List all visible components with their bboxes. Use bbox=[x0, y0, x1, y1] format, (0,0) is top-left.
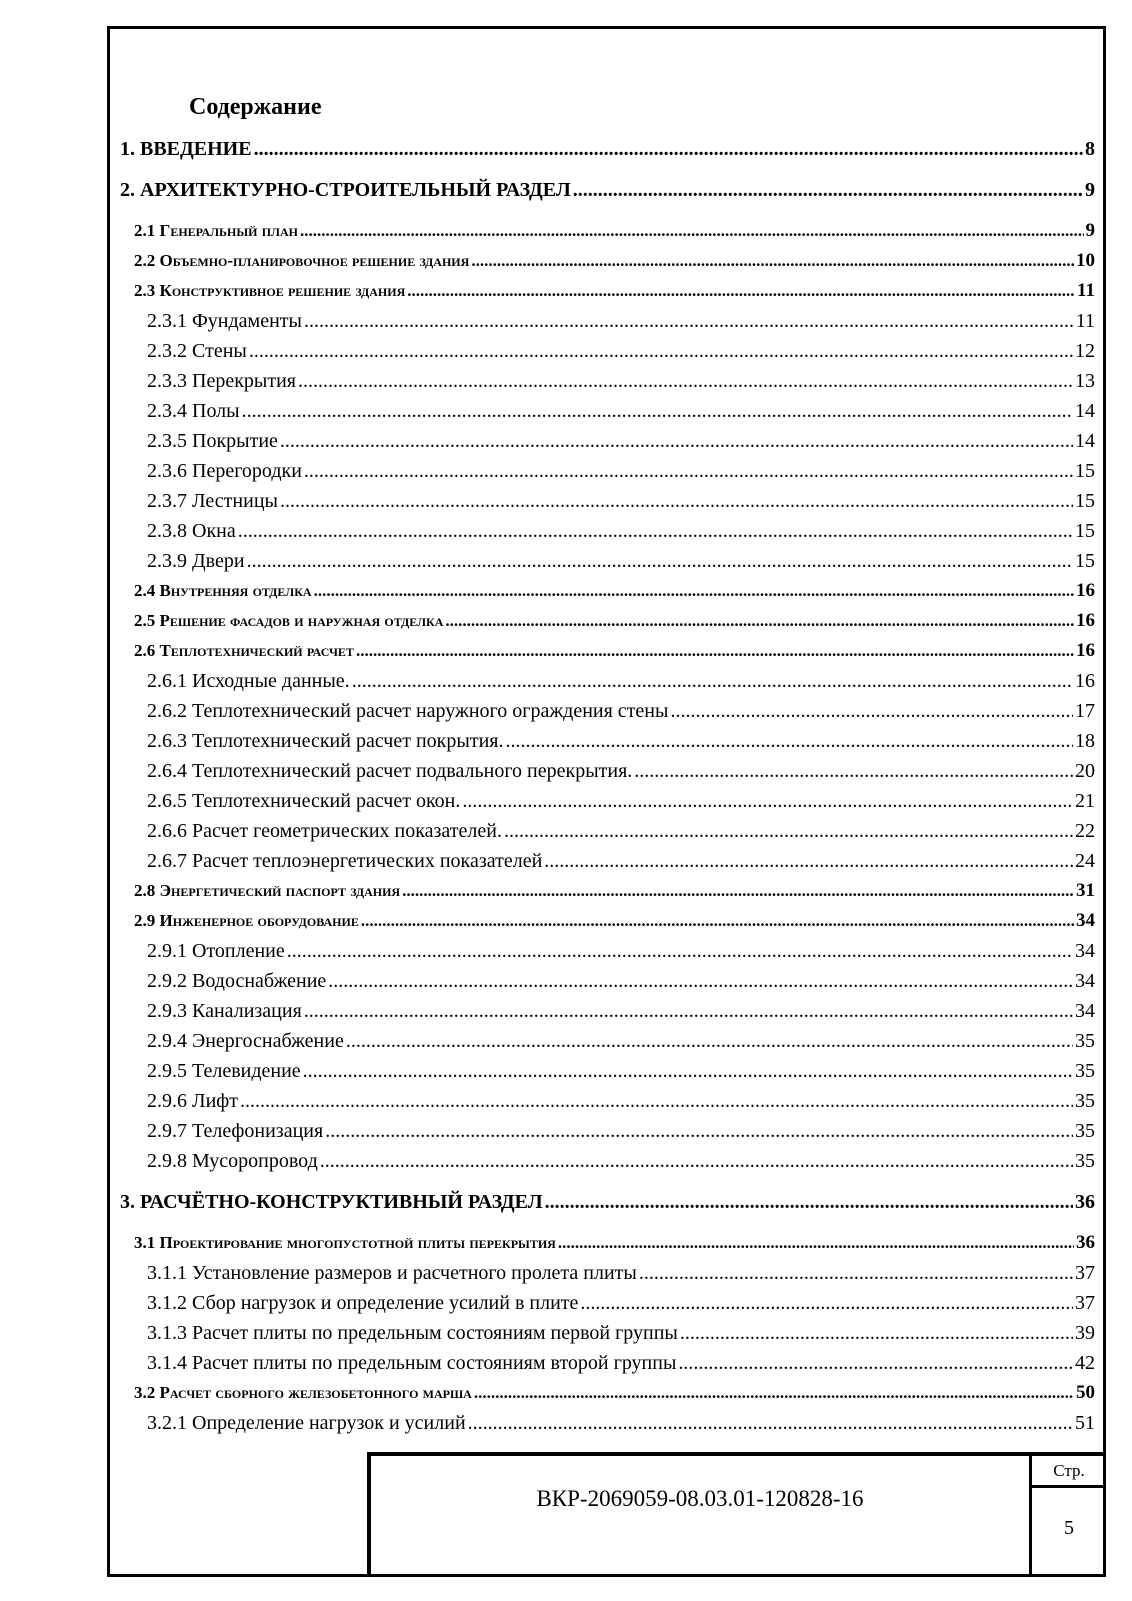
toc-entry-label: 2.6 Теплотехнический расчет bbox=[134, 641, 354, 660]
toc-entry-page: 16 bbox=[1076, 580, 1095, 601]
toc-entry-label: 2.3.9 Двери bbox=[147, 550, 245, 572]
toc-entry-page: 31 bbox=[1076, 880, 1095, 901]
toc-entry-label: 2.6.6 Расчет геометрических показателей. bbox=[147, 820, 502, 842]
toc-entry-label: 2.6.2 Теплотехнический расчет наружного ограждения стены bbox=[147, 700, 669, 722]
toc-leader-dots bbox=[304, 1000, 1073, 1023]
toc-leader-dots bbox=[678, 1352, 1073, 1375]
toc-leader-dots bbox=[544, 850, 1073, 873]
toc-entry[interactable] bbox=[120, 400, 1095, 430]
toc-entry-label: 2.8 Энергетический паспорт здания bbox=[134, 881, 401, 900]
toc-entry[interactable] bbox=[120, 138, 1095, 168]
toc-entry-page: 15 bbox=[1075, 520, 1095, 542]
toc-entry[interactable] bbox=[120, 310, 1095, 340]
toc-leader-dots bbox=[471, 251, 1074, 271]
toc-entry[interactable] bbox=[120, 1150, 1095, 1180]
toc-entry-label: 2.3.3 Перекрытия bbox=[147, 370, 296, 392]
toc-entry-page: 21 bbox=[1075, 790, 1095, 812]
toc-entry[interactable] bbox=[120, 220, 1095, 250]
toc-entry-label: 2.3.8 Окна bbox=[147, 520, 236, 542]
toc-entry[interactable] bbox=[120, 1262, 1095, 1292]
toc-entry-page: 36 bbox=[1076, 1232, 1095, 1253]
toc-entry-label: 3.1.1 Установление размеров и расчетного пролета плиты bbox=[147, 1262, 637, 1284]
toc-entry[interactable] bbox=[120, 1412, 1095, 1442]
toc-entry-label: 2.2 Объемно-планировочное решение здания bbox=[134, 251, 470, 270]
toc-entry-page: 22 bbox=[1075, 820, 1095, 842]
toc-entry-label: 2.4 Внутренняя отделка bbox=[134, 581, 312, 600]
toc-entry-page: 37 bbox=[1075, 1262, 1095, 1284]
toc-entry[interactable] bbox=[120, 1352, 1095, 1382]
toc-leader-dots bbox=[240, 1090, 1073, 1113]
toc-leader-dots bbox=[356, 641, 1074, 661]
table-of-contents bbox=[120, 138, 1095, 1442]
toc-leader-dots bbox=[680, 1322, 1073, 1345]
page-label: Стр. bbox=[1032, 1456, 1106, 1488]
toc-entry[interactable] bbox=[120, 1060, 1095, 1090]
toc-title: Содержание bbox=[189, 94, 322, 120]
toc-entry-page: 34 bbox=[1075, 970, 1095, 992]
toc-entry-page: 35 bbox=[1075, 1150, 1095, 1172]
toc-entry-label: 2.3.6 Перегородки bbox=[147, 460, 302, 482]
toc-entry-label: 2.5 Решение фасадов и наружная отделка bbox=[134, 611, 444, 630]
toc-entry-page: 16 bbox=[1076, 640, 1095, 661]
toc-leader-dots bbox=[298, 370, 1073, 393]
toc-leader-dots bbox=[325, 1120, 1073, 1143]
toc-leader-dots bbox=[634, 760, 1073, 783]
toc-leader-dots bbox=[328, 970, 1073, 993]
toc-entry-label: 2.6.1 Исходные данные. bbox=[147, 670, 350, 692]
toc-entry-page: 34 bbox=[1076, 910, 1095, 931]
toc-entry-page: 10 bbox=[1076, 250, 1095, 271]
toc-entry-page: 13 bbox=[1075, 370, 1095, 392]
toc-entry-page: 35 bbox=[1075, 1030, 1095, 1052]
toc-entry-label: 2.3.4 Полы bbox=[147, 400, 240, 422]
toc-entry[interactable] bbox=[120, 490, 1095, 520]
toc-entry-page: 37 bbox=[1075, 1292, 1095, 1314]
toc-leader-dots bbox=[303, 1060, 1073, 1083]
toc-entry-page: 42 bbox=[1075, 1352, 1095, 1374]
toc-leader-dots bbox=[402, 881, 1074, 901]
toc-entry-page: 24 bbox=[1075, 850, 1095, 872]
toc-entry[interactable] bbox=[120, 730, 1095, 760]
toc-entry-label: 2.3.2 Стены bbox=[147, 340, 247, 362]
toc-leader-dots bbox=[558, 1233, 1074, 1253]
toc-entry-label: 2.9.8 Мусоропровод bbox=[147, 1150, 318, 1172]
toc-entry-label: 2.6.5 Теплотехнический расчет окон. bbox=[147, 790, 461, 812]
page-number: 5 bbox=[1064, 1517, 1074, 1539]
toc-entry-label: 2.9.3 Канализация bbox=[147, 1000, 302, 1022]
toc-entry[interactable] bbox=[120, 700, 1095, 730]
toc-leader-dots bbox=[242, 400, 1073, 423]
toc-entry[interactable] bbox=[120, 610, 1095, 640]
toc-entry[interactable] bbox=[120, 1090, 1095, 1120]
toc-entry-label: 2.6.4 Теплотехнический расчет подвального перекрытия. bbox=[147, 760, 633, 782]
toc-entry[interactable] bbox=[120, 370, 1095, 400]
toc-entry-page: 51 bbox=[1075, 1412, 1095, 1434]
toc-entry[interactable] bbox=[120, 1000, 1095, 1030]
toc-entry-label: 2.6.3 Теплотехнический расчет покрытия. bbox=[147, 730, 504, 752]
toc-leader-dots bbox=[320, 1150, 1073, 1173]
toc-entry[interactable] bbox=[120, 550, 1095, 580]
toc-entry-page: 12 bbox=[1075, 340, 1095, 362]
toc-leader-dots bbox=[505, 730, 1073, 753]
toc-entry[interactable] bbox=[120, 850, 1095, 880]
toc-entry-page: 15 bbox=[1075, 550, 1095, 572]
toc-entry[interactable] bbox=[120, 820, 1095, 850]
toc-entry-label: 3.2 Расчет сборного железобетонного марша bbox=[134, 1383, 472, 1402]
toc-entry-page: 16 bbox=[1076, 610, 1095, 631]
toc-entry-label: 2.9 Инженерное оборудование bbox=[134, 911, 359, 930]
toc-leader-dots bbox=[545, 1191, 1073, 1214]
toc-leader-dots bbox=[474, 1383, 1074, 1403]
toc-entry-page: 35 bbox=[1075, 1120, 1095, 1142]
toc-leader-dots bbox=[504, 820, 1073, 843]
toc-entry-label: 2.9.6 Лифт bbox=[147, 1090, 238, 1112]
toc-entry-page: 16 bbox=[1075, 670, 1095, 692]
toc-leader-dots bbox=[462, 790, 1073, 813]
toc-entry[interactable] bbox=[120, 970, 1095, 1000]
toc-entry[interactable] bbox=[120, 460, 1095, 490]
toc-entry[interactable] bbox=[120, 580, 1095, 610]
toc-entry[interactable] bbox=[120, 280, 1095, 310]
toc-entry[interactable] bbox=[120, 790, 1095, 820]
toc-entry-page: 35 bbox=[1075, 1090, 1095, 1112]
toc-entry[interactable] bbox=[120, 640, 1095, 670]
toc-entry[interactable] bbox=[120, 1232, 1095, 1262]
toc-entry[interactable] bbox=[120, 250, 1095, 280]
toc-entry[interactable] bbox=[120, 1322, 1095, 1352]
toc-entry[interactable] bbox=[120, 1120, 1095, 1150]
toc-entry-page: 9 bbox=[1085, 220, 1095, 241]
toc-entry-label: 2.3.7 Лестницы bbox=[147, 490, 278, 512]
document-code: ВКР-2069059-08.03.01-120828-16 bbox=[536, 1486, 864, 1511]
toc-entry-page: 11 bbox=[1077, 280, 1095, 301]
toc-entry-page: 35 bbox=[1075, 1060, 1095, 1082]
toc-entry-label: 2.9.5 Телевидение bbox=[147, 1060, 301, 1082]
toc-leader-dots bbox=[346, 1030, 1073, 1053]
toc-entry[interactable] bbox=[120, 179, 1095, 209]
toc-entry-label: 2.9.4 Энергоснабжение bbox=[147, 1030, 344, 1052]
toc-entry-page: 34 bbox=[1075, 1000, 1095, 1022]
toc-leader-dots bbox=[249, 340, 1073, 363]
toc-leader-dots bbox=[580, 1292, 1073, 1315]
toc-leader-dots bbox=[407, 281, 1075, 301]
toc-leader-dots bbox=[445, 611, 1074, 631]
toc-entry-page: 15 bbox=[1075, 460, 1095, 482]
toc-leader-dots bbox=[468, 1412, 1073, 1435]
toc-entry-page: 36 bbox=[1075, 1191, 1095, 1213]
toc-entry-label: 1. ВВЕДЕНИЕ bbox=[120, 138, 252, 160]
toc-leader-dots bbox=[238, 520, 1073, 543]
toc-entry-page: 11 bbox=[1075, 310, 1095, 332]
toc-entry-label: 2.3.1 Фундаменты bbox=[147, 310, 302, 332]
toc-entry-label: 2.1 Генеральный план bbox=[134, 221, 298, 240]
toc-entry-page: 20 bbox=[1075, 760, 1095, 782]
toc-entry-label: 3.1.4 Расчет плиты по предельным состояниям второй группы bbox=[147, 1352, 677, 1374]
toc-entry-label: 2.3.5 Покрытие bbox=[147, 430, 278, 452]
toc-entry[interactable] bbox=[120, 910, 1095, 940]
toc-entry-page: 14 bbox=[1075, 430, 1095, 452]
toc-leader-dots bbox=[573, 179, 1083, 202]
toc-entry-page: 50 bbox=[1076, 1382, 1095, 1403]
toc-entry[interactable] bbox=[120, 340, 1095, 370]
toc-entry-page: 39 bbox=[1075, 1322, 1095, 1344]
toc-entry-page: 34 bbox=[1075, 940, 1095, 962]
toc-leader-dots bbox=[670, 700, 1073, 723]
toc-entry-label: 3.1 Проектирование многопустотной плиты перекрытия bbox=[134, 1233, 556, 1252]
toc-entry-label: 2. АРХИТЕКТУРНО-СТРОИТЕЛЬНЫЙ РАЗДЕЛ bbox=[120, 179, 571, 201]
toc-entry-page: 17 bbox=[1075, 700, 1095, 722]
toc-entry-page: 8 bbox=[1085, 138, 1095, 160]
toc-entry[interactable] bbox=[120, 760, 1095, 790]
toc-entry-page: 18 bbox=[1075, 730, 1095, 752]
toc-entry-label: 2.6.7 Расчет теплоэнергетических показателей bbox=[147, 850, 543, 872]
toc-leader-dots bbox=[304, 310, 1074, 333]
toc-entry[interactable] bbox=[120, 1030, 1095, 1060]
toc-leader-dots bbox=[254, 138, 1083, 161]
toc-entry[interactable] bbox=[120, 1292, 1095, 1322]
toc-leader-dots bbox=[639, 1262, 1073, 1285]
toc-entry-page: 14 bbox=[1075, 400, 1095, 422]
toc-entry[interactable] bbox=[120, 1382, 1095, 1412]
toc-entry[interactable] bbox=[120, 670, 1095, 700]
toc-entry[interactable] bbox=[120, 430, 1095, 460]
toc-leader-dots bbox=[280, 490, 1073, 513]
toc-entry-page: 9 bbox=[1085, 179, 1095, 201]
toc-entry-page: 15 bbox=[1075, 490, 1095, 512]
toc-entry[interactable] bbox=[120, 940, 1095, 970]
toc-leader-dots bbox=[304, 460, 1073, 483]
toc-entry-label: 2.9.1 Отопление bbox=[147, 940, 285, 962]
toc-entry-label: 2.9.2 Водоснабжение bbox=[147, 970, 327, 992]
toc-entry-label: 3.1.3 Расчет плиты по предельным состояниям первой группы bbox=[147, 1322, 678, 1344]
toc-entry-label: 2.3 Конструктивное решение здания bbox=[134, 281, 406, 300]
toc-entry[interactable] bbox=[120, 880, 1095, 910]
toc-entry[interactable] bbox=[120, 520, 1095, 550]
page-cell bbox=[1029, 1456, 1106, 1577]
toc-entry-label: 3. РАСЧЁТНО-КОНСТРУКТИВНЫЙ РАЗДЕЛ bbox=[120, 1191, 543, 1213]
toc-entry-label: 2.9.7 Телефонизация bbox=[147, 1120, 324, 1142]
toc-leader-dots bbox=[300, 221, 1084, 241]
toc-entry[interactable] bbox=[120, 1191, 1095, 1221]
toc-leader-dots bbox=[287, 940, 1073, 963]
toc-leader-dots bbox=[280, 430, 1073, 453]
toc-leader-dots bbox=[361, 911, 1074, 931]
toc-leader-dots bbox=[247, 550, 1073, 573]
toc-leader-dots bbox=[352, 670, 1073, 693]
title-block-stamp bbox=[367, 1452, 1106, 1577]
toc-entry-label: 3.2.1 Определение нагрузок и усилий bbox=[147, 1412, 466, 1434]
toc-leader-dots bbox=[314, 581, 1074, 601]
toc-entry-label: 3.1.2 Сбор нагрузок и определение усилий в плите bbox=[147, 1292, 579, 1314]
